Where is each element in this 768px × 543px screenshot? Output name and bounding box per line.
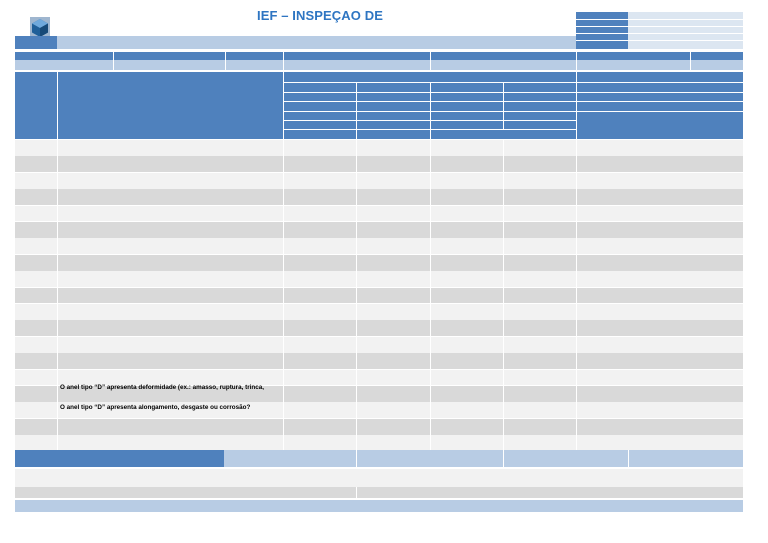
table-cell-divider: [57, 189, 58, 205]
table-cell-divider: [503, 238, 504, 254]
header-subdivider: [283, 129, 576, 130]
table-cell-divider: [503, 402, 504, 418]
table-cell-divider: [283, 189, 284, 205]
table-cell-divider: [430, 320, 431, 336]
header-row-2-top: [15, 52, 743, 60]
table-cell-divider: [356, 288, 357, 304]
header-subdivider: [576, 82, 743, 83]
table-cell-divider: [57, 140, 58, 156]
table-cell-divider: [430, 402, 431, 418]
footer-row: [15, 469, 743, 487]
table-cell-divider: [283, 140, 284, 156]
table-cell-divider: [430, 156, 431, 172]
table-cell-divider: [57, 304, 58, 320]
table-cell-divider: [356, 222, 357, 238]
footer-divider: [356, 450, 357, 467]
table-cell-divider: [57, 435, 58, 451]
table-cell-divider: [356, 156, 357, 172]
table-cell-divider: [430, 370, 431, 386]
table-cell-divider: [503, 419, 504, 435]
table-cell-divider: [430, 255, 431, 271]
table-cell-divider: [283, 320, 284, 336]
table-row: [15, 304, 743, 320]
header-row-2-divider: [113, 52, 114, 70]
table-cell-divider: [57, 156, 58, 172]
header-subdivider: [283, 111, 576, 112]
table-cell-divider: [430, 419, 431, 435]
table-cell-divider: [356, 255, 357, 271]
table-cell-divider: [430, 353, 431, 369]
table-cell-divider: [356, 419, 357, 435]
table-cell-divider: [503, 304, 504, 320]
table-cell-divider: [503, 206, 504, 222]
table-cell-divider: [576, 156, 577, 172]
table-cell-divider: [57, 320, 58, 336]
table-cell-divider: [503, 173, 504, 189]
table-row: [15, 156, 743, 172]
header-row-2-bottom: [15, 60, 743, 70]
header-row-2-divider: [225, 52, 226, 70]
table-cell-divider: [576, 320, 577, 336]
info-block-labels: [576, 12, 628, 49]
table-cell-divider: [503, 353, 504, 369]
footer-row: [15, 487, 743, 498]
table-cell-divider: [356, 173, 357, 189]
header-subdivider: [283, 120, 576, 121]
table-cell-divider: [356, 320, 357, 336]
table-row: [15, 140, 743, 156]
table-cell-divider: [356, 189, 357, 205]
table-cell-divider: [576, 271, 577, 287]
table-cell-divider: [283, 173, 284, 189]
table-cell-divider: [576, 337, 577, 353]
footer-divider: [628, 450, 629, 467]
table-cell-divider: [503, 222, 504, 238]
table-row: [15, 222, 743, 238]
table-cell-divider: [57, 271, 58, 287]
table-cell-divider: [503, 140, 504, 156]
table-cell-divider: [57, 206, 58, 222]
table-cell-divider: [57, 353, 58, 369]
table-cell-divider: [57, 402, 58, 418]
table-cell-divider: [503, 288, 504, 304]
table-cell-divider: [430, 173, 431, 189]
header-row-2-divider: [690, 52, 691, 70]
table-cell-divider: [503, 337, 504, 353]
table-row: [15, 435, 743, 451]
footer-bottom-band: [15, 500, 743, 512]
table-cell-divider: [576, 189, 577, 205]
table-cell-divider: [283, 238, 284, 254]
header-row-2-divider: [283, 52, 284, 70]
table-cell-divider: [430, 337, 431, 353]
header-subdivider: [576, 101, 743, 102]
column-divider: [57, 72, 58, 139]
header-row-2-divider: [430, 52, 431, 70]
table-cell-divider: [57, 255, 58, 271]
table-cell-divider: [430, 288, 431, 304]
table-cell-divider: [430, 304, 431, 320]
table-row: [15, 288, 743, 304]
table-cell-divider: [283, 386, 284, 402]
table-cell-divider: [356, 271, 357, 287]
table-row: [15, 189, 743, 205]
table-cell-divider: [356, 337, 357, 353]
table-cell-divider: [283, 304, 284, 320]
table-cell-divider: [576, 222, 577, 238]
table-cell-divider: [283, 435, 284, 451]
table-cell-divider: [57, 419, 58, 435]
table-row: [15, 173, 743, 189]
column-divider: [503, 82, 504, 130]
table-row: [15, 320, 743, 336]
footer-divider: [356, 487, 357, 498]
table-cell-divider: [283, 206, 284, 222]
table-cell-divider: [576, 304, 577, 320]
info-block-values: [628, 12, 743, 49]
table-cell-divider: [576, 288, 577, 304]
table-cell-divider: [430, 206, 431, 222]
table-cell-divider: [57, 386, 58, 402]
table-cell-divider: [430, 386, 431, 402]
table-cell-divider: [503, 386, 504, 402]
table-row: [15, 337, 743, 353]
table-cell-divider: [356, 140, 357, 156]
table-row: [15, 238, 743, 254]
footer-header-light: [224, 450, 743, 467]
table-cell-divider: [283, 419, 284, 435]
table-cell-divider: [57, 222, 58, 238]
table-cell-divider: [576, 370, 577, 386]
table-cell-divider: [356, 304, 357, 320]
table-cell-divider: [503, 189, 504, 205]
table-cell-divider: [283, 402, 284, 418]
table-cell-divider: [57, 173, 58, 189]
table-cell-divider: [576, 255, 577, 271]
table-cell-divider: [576, 173, 577, 189]
footer-divider: [503, 450, 504, 467]
header-row-2-divider: [576, 52, 577, 70]
table-row: [15, 271, 743, 287]
header-band-light: [57, 36, 576, 49]
table-cell-divider: [356, 238, 357, 254]
page-title: IEF – INSPEÇAO DE: [257, 8, 383, 23]
table-cell-divider: [57, 337, 58, 353]
table-cell-divider: [576, 386, 577, 402]
question-text-deformity: O anel tipo “D” apresenta deformidade (ex.: amasso, ruptura, trinca,: [60, 384, 265, 391]
info-block: [576, 12, 743, 49]
table-cell-divider: [503, 435, 504, 451]
header-subdivider: [283, 101, 576, 102]
table-cell-divider: [283, 255, 284, 271]
table-cell-divider: [576, 140, 577, 156]
info-divider: [576, 40, 743, 41]
table-cell-divider: [576, 402, 577, 418]
table-cell-divider: [430, 435, 431, 451]
table-cell-divider: [356, 386, 357, 402]
table-cell-divider: [430, 222, 431, 238]
question-text-wear: O anel tipo “D” apresenta alongamento, desgaste ou corrosão?: [60, 404, 251, 411]
table-cell-divider: [57, 288, 58, 304]
table-cell-divider: [430, 271, 431, 287]
table-cell-divider: [57, 370, 58, 386]
table-cell-divider: [283, 288, 284, 304]
table-cell-divider: [576, 238, 577, 254]
table-cell-divider: [283, 271, 284, 287]
table-cell-divider: [356, 206, 357, 222]
table-cell-divider: [356, 370, 357, 386]
table-cell-divider: [283, 156, 284, 172]
table-row: [15, 419, 743, 435]
info-divider: [576, 26, 743, 27]
info-divider: [576, 19, 743, 20]
table-row: [15, 206, 743, 222]
table-cell-divider: [576, 353, 577, 369]
table-cell-divider: [356, 435, 357, 451]
table-cell-divider: [430, 140, 431, 156]
header-subdivider: [283, 92, 576, 93]
table-cell-divider: [576, 419, 577, 435]
table-cell-divider: [356, 402, 357, 418]
table-cell-divider: [576, 206, 577, 222]
header-subdivider: [283, 82, 576, 83]
table-row: [15, 255, 743, 271]
table-cell-divider: [576, 435, 577, 451]
table-cell-divider: [503, 255, 504, 271]
footer-header-dark: [15, 450, 224, 467]
table-cell-divider: [503, 320, 504, 336]
table-cell-divider: [283, 337, 284, 353]
header-band-dark: [15, 36, 57, 49]
table-cell-divider: [57, 238, 58, 254]
table-cell-divider: [283, 353, 284, 369]
header-subdivider: [576, 111, 743, 112]
table-cell-divider: [430, 189, 431, 205]
info-divider: [576, 33, 743, 34]
table-cell-divider: [283, 222, 284, 238]
table-cell-divider: [503, 370, 504, 386]
table-cell-divider: [356, 353, 357, 369]
table-cell-divider: [283, 370, 284, 386]
table-cell-divider: [503, 271, 504, 287]
table-cell-divider: [503, 156, 504, 172]
table-row: [15, 353, 743, 369]
header-subdivider: [576, 92, 743, 93]
table-cell-divider: [430, 238, 431, 254]
